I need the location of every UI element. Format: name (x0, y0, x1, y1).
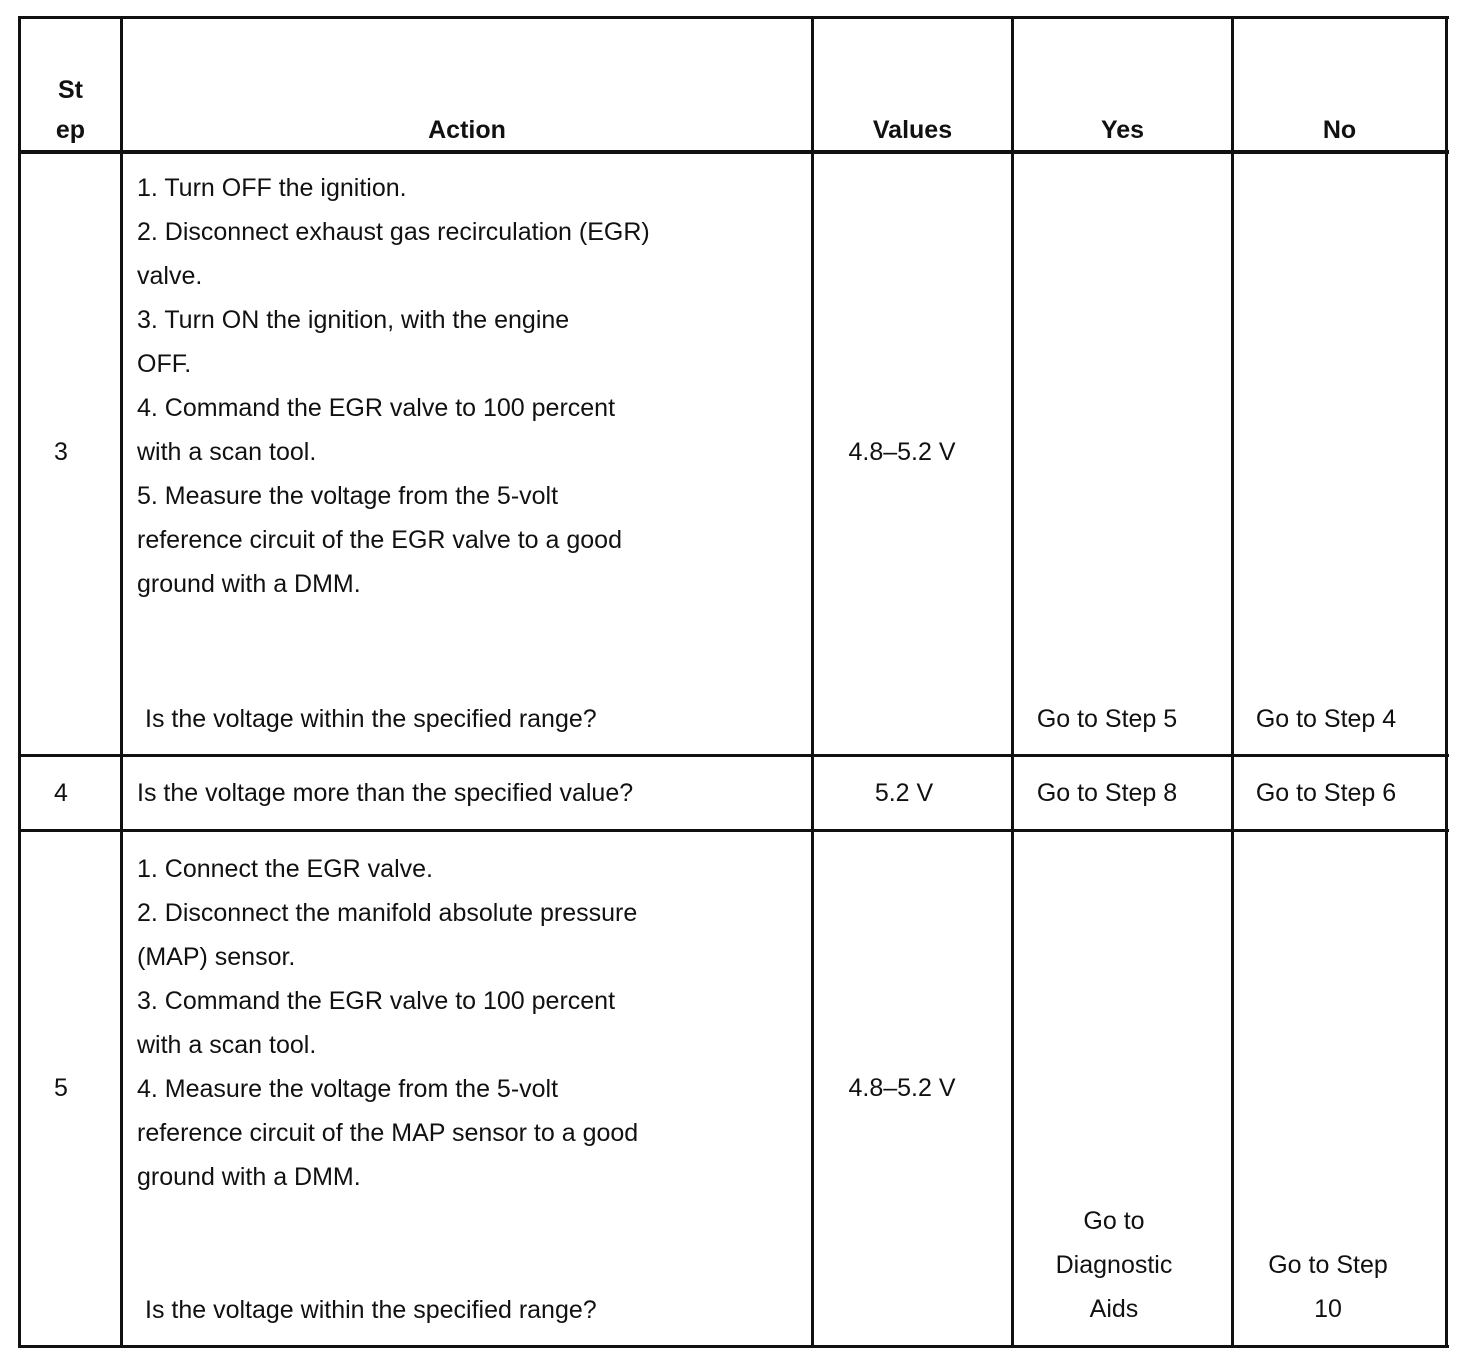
row-5-action-line: 3. Command the EGR valve to 100 percent (137, 987, 616, 1015)
row-3-yes: Go to Step 5 (1036, 705, 1178, 733)
header-step-line1: St (58, 76, 83, 104)
row-5-yes (1014, 1199, 1214, 1331)
row-3-value: 4.8–5.2 V (848, 438, 956, 466)
table-right-border (1445, 16, 1448, 1348)
header-step (21, 70, 120, 150)
row-3-action-line: reference circuit of the EGR valve to a good (137, 526, 622, 554)
row-5-value: 4.8–5.2 V (848, 1074, 956, 1102)
row-4-question: Is the voltage more than the specified value? (137, 779, 634, 807)
row-3-action-line: 1. Turn OFF the ignition. (137, 174, 407, 202)
row-5-action-line: with a scan tool. (137, 1031, 317, 1059)
row-4-yes: Go to Step 8 (1036, 779, 1178, 807)
yes-column-border (1231, 16, 1234, 1348)
action-column-border (811, 16, 814, 1348)
row-3-action-line: with a scan tool. (137, 438, 317, 466)
row-3-question: Is the voltage within the specified range? (145, 705, 597, 733)
table-left-border (18, 16, 21, 1348)
row-5-yes-line: Aids (1089, 1295, 1139, 1323)
row-5-no-line: 10 (1314, 1295, 1342, 1323)
row-5-action-line: 4. Measure the voltage from the 5-volt (137, 1075, 559, 1103)
row-4-bottom-border (18, 829, 1449, 832)
table-bottom-border (18, 1345, 1449, 1348)
row-3-step: 3 (54, 438, 68, 466)
row-5-action-line: 2. Disconnect the manifold absolute pressure (137, 899, 638, 927)
row-3-action-line: valve. (137, 262, 203, 290)
table-top-border (18, 16, 1449, 19)
row-5-action-line: 1. Connect the EGR valve. (137, 855, 433, 883)
header-yes: Yes (1100, 116, 1145, 144)
row-3-action-line: 5. Measure the voltage from the 5-volt (137, 482, 559, 510)
row-5-no (1234, 1243, 1422, 1331)
row-5-action-line: (MAP) sensor. (137, 943, 296, 971)
row-4-step: 4 (54, 779, 68, 807)
header-action: Action (428, 116, 506, 144)
row-5-action (137, 847, 638, 1199)
row-5-no-line: Go to Step (1268, 1251, 1388, 1279)
row-3-action-line: OFF. (137, 350, 192, 378)
header-step-line2: ep (55, 116, 86, 144)
row-3-action-line: 2. Disconnect exhaust gas recirculation (EGR) (137, 218, 650, 246)
row-5-yes-line: Go to (1083, 1207, 1145, 1235)
row-3-no: Go to Step 4 (1255, 705, 1397, 733)
row-4-no: Go to Step 6 (1255, 779, 1397, 807)
step-column-border (120, 16, 123, 1348)
row-3-action-line: ground with a DMM. (137, 570, 361, 598)
row-3-action-line: 3. Turn ON the ignition, with the engine (137, 306, 570, 334)
row-5-step: 5 (54, 1074, 68, 1102)
header-no: No (1322, 116, 1357, 144)
header-bottom-border (18, 150, 1449, 154)
row-5-action-line: ground with a DMM. (137, 1163, 361, 1191)
row-3-action-line: 4. Command the EGR valve to 100 percent (137, 394, 616, 422)
row-4-value: 5.2 V (874, 779, 934, 807)
row-5-question: Is the voltage within the specified range? (145, 1296, 597, 1324)
header-values: Values (872, 116, 953, 144)
row-5-yes-line: Diagnostic (1055, 1251, 1173, 1279)
row-3-action (137, 166, 650, 606)
row-5-action-line: reference circuit of the MAP sensor to a good (137, 1119, 639, 1147)
values-column-border (1011, 16, 1014, 1348)
row-3-bottom-border (18, 754, 1449, 757)
